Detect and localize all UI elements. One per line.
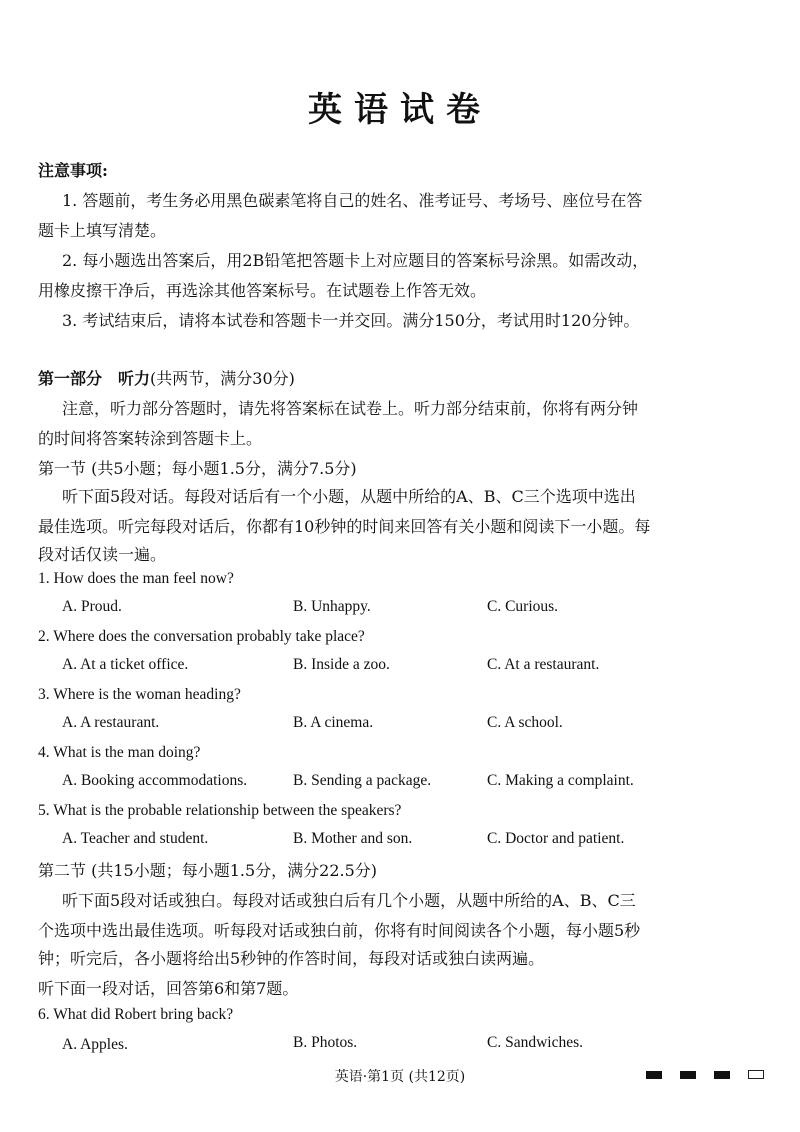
registration-mark [714, 1071, 730, 1079]
option-b: B. Photos. [293, 1034, 358, 1051]
section2-intro-line: 钟；听完后，各小题将给出5秒钟的作答时间，每段对话或独白读两遍。 [38, 949, 545, 968]
part1-intro-line: 的时间将答案转涂到答题卡上。 [38, 429, 263, 448]
part1-title: 第一部分 听力 [38, 369, 151, 388]
section1-intro-line: 听下面5段对话。每段对话后有一个小题，从题中所给的A、B、C三个选项中选出 [62, 487, 636, 506]
question-stem: 3. Where is the woman heading? [38, 686, 241, 703]
question-stem: 5. What is the probable relationship between the speakers? [38, 802, 402, 819]
notice-heading: 注意事项: [38, 161, 108, 180]
section2-instruction: 听下面一段对话，回答第6和第7题。 [38, 979, 299, 998]
section2-heading: 第二节 (共15小题；每小题1.5分，满分22.5分) [38, 861, 378, 880]
option-a: A. A restaurant. [62, 714, 160, 731]
option-c: C. Doctor and patient. [487, 830, 625, 847]
part1-title-note: (共两节，满分30分) [150, 369, 295, 388]
option-c: C. Making a complaint. [487, 772, 634, 789]
section2-intro-line: 听下面5段对话或独白。每段对话或独白后有几个小题，从题中所给的A、B、C三 [62, 891, 636, 910]
option-c: C. Curious. [487, 598, 559, 615]
option-b: B. A cinema. [293, 714, 374, 731]
section1-heading: 第一节 (共5小题；每小题1.5分，满分7.5分) [38, 459, 357, 478]
option-c: C. At a restaurant. [487, 656, 600, 673]
registration-mark-outline [748, 1070, 764, 1079]
option-b: B. Mother and son. [293, 830, 413, 847]
page-title: 英语试卷 [308, 90, 492, 130]
section1-intro-line: 最佳选项。听完每段对话后，你都有10秒钟的时间来回答有关小题和阅读下一小题。每 [38, 517, 651, 536]
option-c: C. A school. [487, 714, 563, 731]
notice-line: 1. 答题前，考生务必用黑色碳素笔将自己的姓名、准考证号、考场号、座位号在答 [62, 191, 643, 210]
question-stem: 4. What is the man doing? [38, 744, 201, 761]
option-b: B. Sending a package. [293, 772, 432, 789]
notice-line: 用橡皮擦干净后，再选涂其他答案标号。在试题卷上作答无效。 [38, 281, 487, 300]
registration-mark [646, 1071, 662, 1079]
option-a: A. At a ticket office. [62, 656, 189, 673]
notice-line: 2. 每小题选出答案后，用2B铅笔把答题卡上对应题目的答案标号涂黑。如需改动， [62, 251, 649, 270]
registration-mark [680, 1071, 696, 1079]
notice-line: 3. 考试结束后，请将本试卷和答题卡一并交回。满分150分，考试用时120分钟。 [62, 311, 640, 330]
question-stem: 1. How does the man feel now? [38, 570, 234, 587]
option-b: B. Inside a zoo. [293, 656, 390, 673]
page-footer: 英语·第1页 (共12页) [334, 1069, 466, 1085]
part1-intro-line: 注意，听力部分答题时，请先将答案标在试卷上。听力部分结束前，你将有两分钟 [62, 399, 639, 418]
option-a: A. Apples. [62, 1036, 128, 1053]
option-c: C. Sandwiches. [487, 1034, 584, 1051]
part1-heading [38, 366, 295, 389]
option-a: A. Proud. [62, 598, 122, 615]
section2-intro-line: 个选项中选出最佳选项。听每段对话或独白前，你将有时间阅读各个小题，每小题5秒 [38, 921, 641, 940]
question-stem: 2. Where does the conversation probably take place? [38, 628, 365, 645]
option-a: A. Teacher and student. [62, 830, 209, 847]
section1-intro-line: 段对话仅读一遍。 [38, 545, 167, 564]
question-stem: 6. What did Robert bring back? [38, 1006, 234, 1023]
option-a: A. Booking accommodations. [62, 772, 248, 789]
option-b: B. Unhappy. [293, 598, 371, 615]
notice-line: 题卡上填写清楚。 [38, 221, 167, 240]
